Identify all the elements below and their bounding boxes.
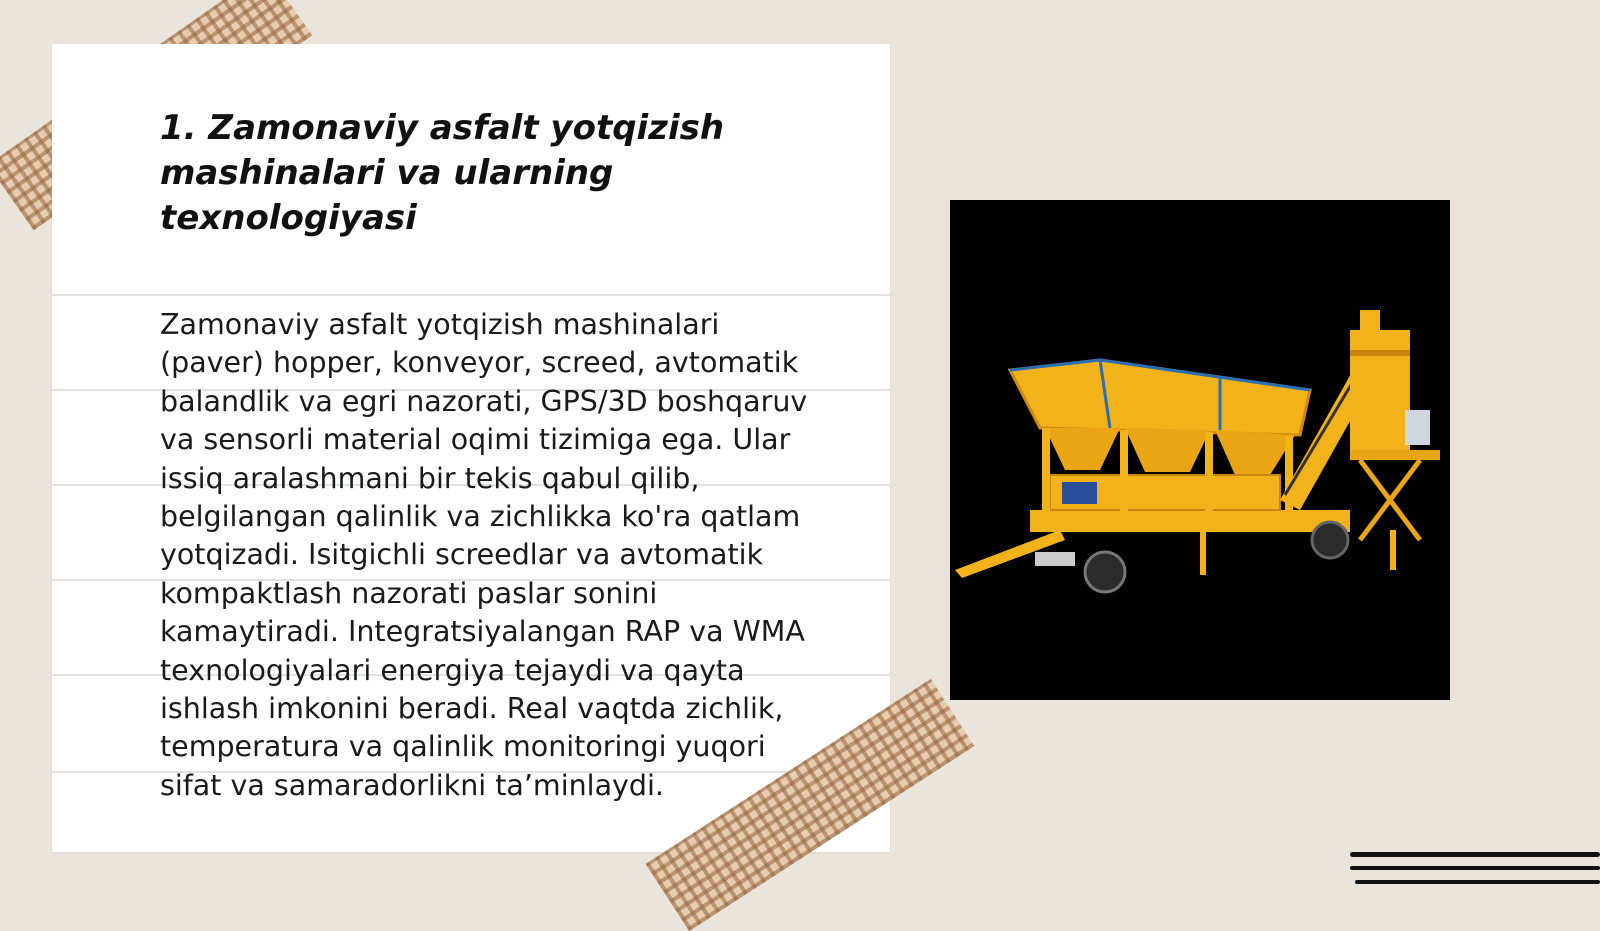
decorative-brush-stroke <box>1350 852 1600 857</box>
body-line: yotqizadi. Isitgichli screedlar va avtomatik <box>160 538 764 572</box>
decorative-brush-stroke <box>1355 880 1600 884</box>
body-line: texnologiyalari energiya tejaydi va qayta <box>160 653 745 687</box>
notepaper-card <box>52 44 890 852</box>
asphalt-plant-illustration <box>950 200 1450 700</box>
body-line: belgilangan qalinlik va zichlikka ko'ra qatlam <box>160 500 801 534</box>
slide-body-text <box>160 306 850 805</box>
body-line: kompaktlash nazorati paslar sonini <box>160 576 658 610</box>
body-line: balandlik va egri nazorati, GPS/3D boshqaruv <box>160 384 808 418</box>
body-line: issiq aralashmani bir tekis qabul qilib, <box>160 461 700 495</box>
slide-title-line: 1. Zamonaviy asfalt yotqizish <box>160 108 725 148</box>
body-line: Zamonaviy asfalt yotqizish mashinalari <box>160 308 720 341</box>
body-line: kamaytiradi. Integratsiyalangan RAP va WMA <box>160 615 805 649</box>
body-line: temperatura va qalinlik monitoringi yuqori <box>160 730 766 764</box>
decorative-brush-stroke <box>1350 866 1600 870</box>
asphalt-plant-photo <box>950 200 1450 700</box>
slide-title-line: mashinalari va ularning texnologiyasi <box>160 153 614 238</box>
body-line: sifat va samaradorlikni ta’minlaydi. <box>160 768 664 802</box>
slide-title <box>160 106 860 241</box>
body-line: va sensorli material oqimi tizimiga ega. Ular <box>160 423 791 457</box>
paper-line <box>52 294 890 296</box>
body-line: ishlash imkonini beradi. Real vaqtda zichlik, <box>160 692 784 726</box>
body-line: (paver) hopper, konveyor, screed, avtomatik <box>160 346 799 380</box>
